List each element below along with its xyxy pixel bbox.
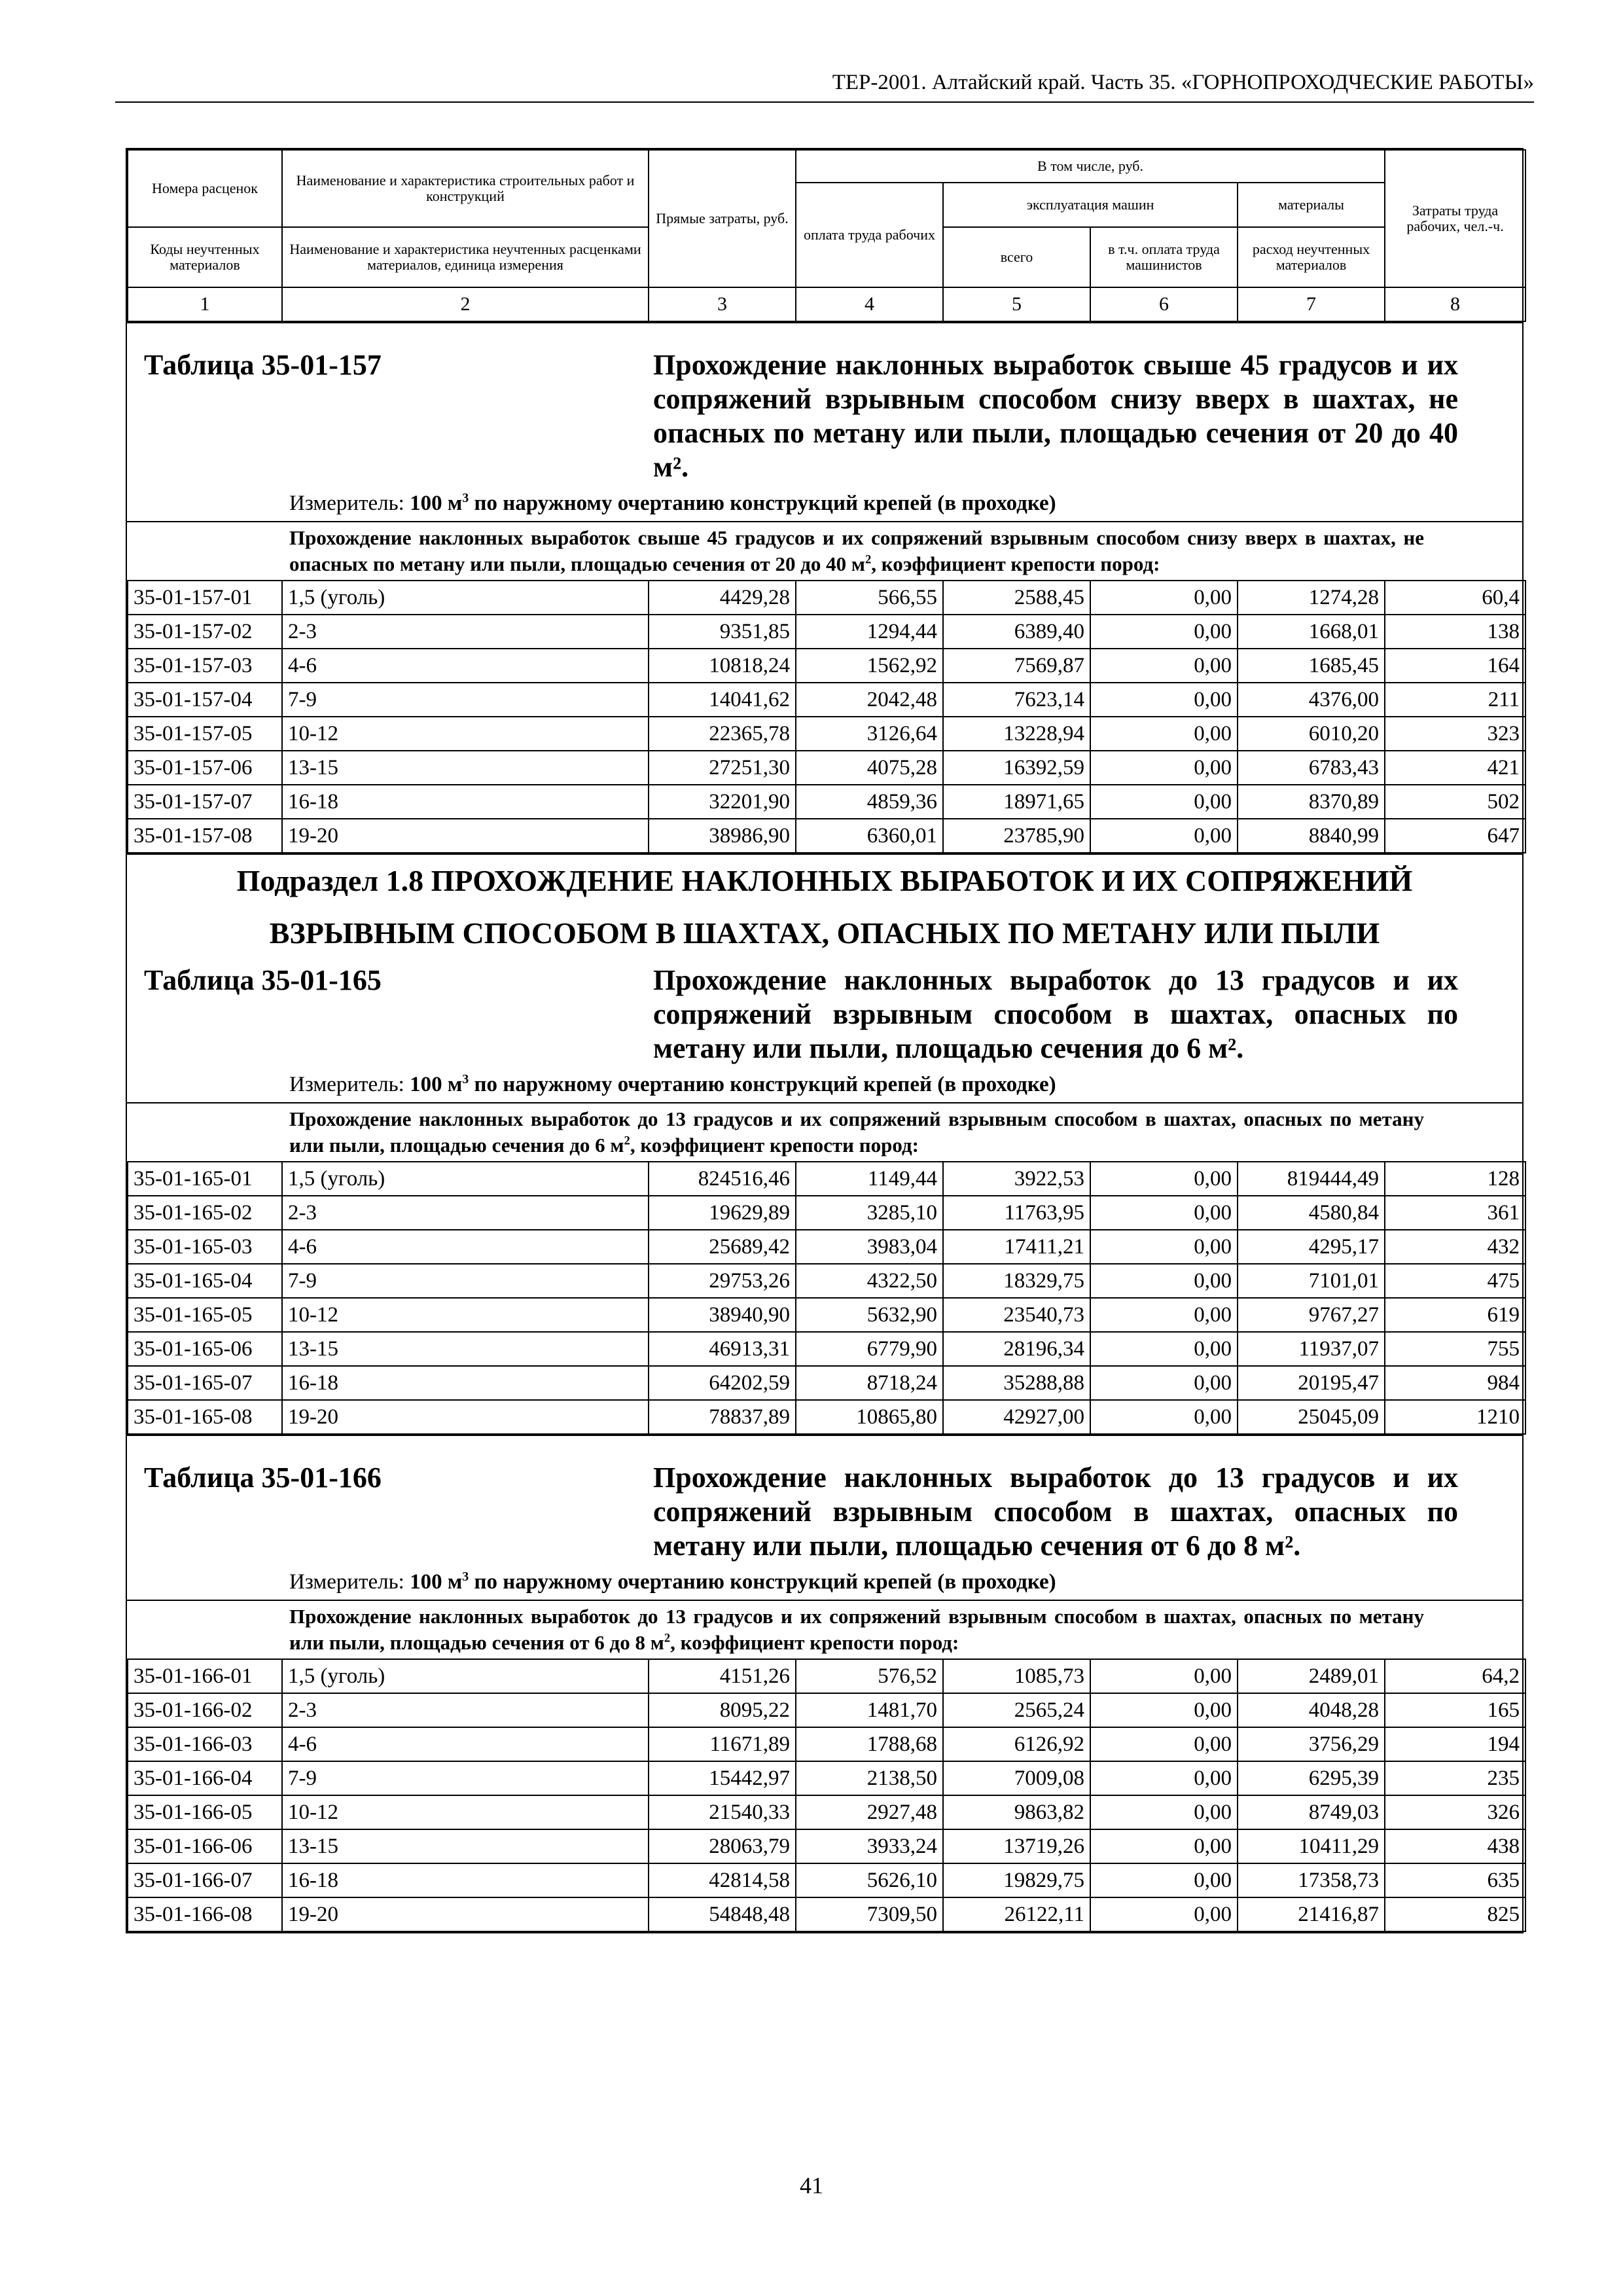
rock-hardness: 7-9 [282, 1761, 649, 1795]
rock-hardness: 7-9 [282, 1264, 649, 1298]
direct-costs: 15442,97 [649, 1761, 796, 1795]
machines-total: 28196,34 [943, 1332, 1090, 1366]
material-usage: 21416,87 [1238, 1897, 1385, 1931]
machines-total: 35288,88 [943, 1366, 1090, 1400]
page-number: 41 [800, 2172, 823, 2198]
rate-code: 35-01-157-05 [128, 717, 282, 751]
machines-total: 17411,21 [943, 1230, 1090, 1264]
machines-total: 16392,59 [943, 751, 1090, 785]
machinist-pay: 0,00 [1090, 1162, 1238, 1196]
machinist-pay: 0,00 [1090, 819, 1238, 853]
labor-hours: 984 [1385, 1366, 1525, 1400]
measure-prefix: Измеритель: [289, 1570, 404, 1594]
rate-code: 35-01-166-06 [128, 1829, 282, 1863]
labor-hours: 323 [1385, 717, 1525, 751]
col-num: 5 [943, 287, 1090, 321]
measure-unit-sup: 3 [462, 1072, 469, 1086]
col-header-machines: эксплуатация машин [943, 183, 1238, 227]
machines-total: 26122,11 [943, 1897, 1090, 1931]
rows-t157 [127, 580, 1526, 853]
material-usage: 4580,84 [1238, 1196, 1385, 1230]
material-usage: 10411,29 [1238, 1829, 1385, 1863]
table-row [128, 683, 1525, 717]
rock-hardness: 13-15 [282, 751, 649, 785]
col-header-material-usage: расход неучтенных материалов [1238, 227, 1385, 287]
rate-code: 35-01-157-01 [128, 581, 282, 615]
labor-hours: 235 [1385, 1761, 1525, 1795]
worker-pay: 7309,50 [796, 1897, 943, 1931]
rock-hardness: 10-12 [282, 717, 649, 751]
rate-code: 35-01-157-06 [128, 751, 282, 785]
col-num: 3 [649, 287, 796, 321]
rock-hardness: 16-18 [282, 1366, 649, 1400]
rate-code: 35-01-165-03 [128, 1230, 282, 1264]
machines-total: 1085,73 [943, 1659, 1090, 1693]
machinist-pay: 0,00 [1090, 1761, 1238, 1795]
rock-hardness: 19-20 [282, 1897, 649, 1931]
worker-pay: 4075,28 [796, 751, 943, 785]
measure-unit [127, 1066, 1522, 1102]
section-t157 [127, 322, 1522, 580]
col-header-machines-total: всего [943, 227, 1090, 287]
material-usage: 6010,20 [1238, 717, 1385, 751]
table-name: Прохождение наклонных выработок до 13 градусов и их сопряжений взрывным способом в шахтах, опасных по метану или пыли, площадью сечения от 6 до 8 м². [653, 1462, 1458, 1562]
direct-costs: 46913,31 [649, 1332, 796, 1366]
rock-hardness: 7-9 [282, 683, 649, 717]
direct-costs: 29753,26 [649, 1264, 796, 1298]
material-usage: 20195,47 [1238, 1366, 1385, 1400]
col-header-name-top: Наименование и характеристика строительных работ и конструкций [282, 150, 649, 227]
labor-hours: 619 [1385, 1298, 1525, 1332]
worker-pay: 2042,48 [796, 683, 943, 717]
measure-unit-value: 100 м [410, 1073, 463, 1096]
machines-total: 13719,26 [943, 1829, 1090, 1863]
labor-hours: 138 [1385, 615, 1525, 649]
rate-code: 35-01-165-08 [128, 1400, 282, 1434]
desc-text: Прохождение наклонных выработок свыше 45 градусов и их сопряжений взрывным способом снизу вверх в шахтах, не опасных по метану или пыли, площадью сечения от 20 до 40 м [289, 526, 1424, 575]
col-num: 8 [1385, 287, 1525, 321]
material-usage: 7101,01 [1238, 1264, 1385, 1298]
table-row [128, 1727, 1525, 1761]
work-description [127, 1600, 1522, 1659]
rate-code: 35-01-157-03 [128, 649, 282, 683]
rock-hardness: 13-15 [282, 1332, 649, 1366]
rate-code: 35-01-166-03 [128, 1727, 282, 1761]
desc-text-end: , коэффициент крепости пород: [670, 1631, 959, 1654]
rock-hardness: 19-20 [282, 819, 649, 853]
labor-hours: 128 [1385, 1162, 1525, 1196]
material-usage: 8840,99 [1238, 819, 1385, 853]
direct-costs: 11671,89 [649, 1727, 796, 1761]
machinist-pay: 0,00 [1090, 649, 1238, 683]
measure-unit-value: 100 м [410, 1570, 463, 1594]
rate-code: 35-01-165-04 [128, 1264, 282, 1298]
rows-t166 [127, 1659, 1526, 1932]
direct-costs: 27251,30 [649, 751, 796, 785]
machinist-pay: 0,00 [1090, 717, 1238, 751]
rock-hardness: 1,5 (уголь) [282, 1162, 649, 1196]
rock-hardness: 4-6 [282, 1727, 649, 1761]
worker-pay: 3126,64 [796, 717, 943, 751]
col-num: 4 [796, 287, 943, 321]
labor-hours: 361 [1385, 1196, 1525, 1230]
direct-costs: 22365,78 [649, 717, 796, 751]
labor-hours: 165 [1385, 1693, 1525, 1727]
material-usage: 25045,09 [1238, 1400, 1385, 1434]
table-name: Прохождение наклонных выработок свыше 45 градусов и их сопряжений взрывным способом снизу вверх в шахтах, не опасных по метану или пыли, площадью сечения от 20 до 40 м². [653, 349, 1458, 483]
direct-costs: 8095,22 [649, 1693, 796, 1727]
table-id: Таблица 35-01-165 [144, 964, 382, 996]
rock-hardness: 1,5 (уголь) [282, 1659, 649, 1693]
worker-pay: 4859,36 [796, 785, 943, 819]
table-row [128, 1693, 1525, 1727]
material-usage: 9767,27 [1238, 1298, 1385, 1332]
machinist-pay: 0,00 [1090, 1659, 1238, 1693]
direct-costs: 54848,48 [649, 1897, 796, 1931]
rate-code: 35-01-165-06 [128, 1332, 282, 1366]
measure-prefix: Измеритель: [289, 492, 404, 515]
labor-hours: 502 [1385, 785, 1525, 819]
col-header-materials: материалы [1238, 183, 1385, 227]
machines-total: 6389,40 [943, 615, 1090, 649]
machinist-pay: 0,00 [1090, 683, 1238, 717]
table-name: Прохождение наклонных выработок до 13 градусов и их сопряжений взрывным способом в шахтах, опасных по метану или пыли, площадью сечения до 6 м². [653, 964, 1458, 1064]
direct-costs: 14041,62 [649, 683, 796, 717]
labor-hours: 438 [1385, 1829, 1525, 1863]
desc-sup: 2 [624, 1134, 630, 1148]
measure-unit [127, 484, 1522, 521]
rock-hardness: 10-12 [282, 1298, 649, 1332]
col-header-including: В том числе, руб. [796, 150, 1385, 183]
table-id: Таблица 35-01-157 [144, 349, 382, 381]
table-row [128, 1400, 1525, 1434]
col-num: 2 [282, 287, 649, 321]
worker-pay: 3933,24 [796, 1829, 943, 1863]
rate-code: 35-01-157-08 [128, 819, 282, 853]
measure-unit-sup: 3 [462, 1570, 469, 1584]
col-num: 6 [1090, 287, 1238, 321]
rate-code: 35-01-166-07 [128, 1863, 282, 1897]
subsection-title [127, 853, 1522, 960]
desc-sup: 2 [865, 552, 872, 567]
worker-pay: 1562,92 [796, 649, 943, 683]
worker-pay: 2138,50 [796, 1761, 943, 1795]
rate-code: 35-01-165-05 [128, 1298, 282, 1332]
col-header-direct-costs: Прямые затраты, руб. [649, 150, 796, 287]
material-usage: 2489,01 [1238, 1659, 1385, 1693]
labor-hours: 194 [1385, 1727, 1525, 1761]
direct-costs: 21540,33 [649, 1795, 796, 1829]
machinist-pay: 0,00 [1090, 1795, 1238, 1829]
machines-total: 7569,87 [943, 649, 1090, 683]
machines-total: 7009,08 [943, 1761, 1090, 1795]
machines-total: 3922,53 [943, 1162, 1090, 1196]
table-row [128, 1366, 1525, 1400]
direct-costs: 19629,89 [649, 1196, 796, 1230]
table-row [128, 819, 1525, 853]
labor-hours: 647 [1385, 819, 1525, 853]
labor-hours: 475 [1385, 1264, 1525, 1298]
direct-costs: 38986,90 [649, 819, 796, 853]
measure-unit-sup: 3 [462, 491, 469, 505]
labor-hours: 164 [1385, 649, 1525, 683]
table-row [128, 1298, 1525, 1332]
table-row [128, 1897, 1525, 1931]
rate-code: 35-01-157-07 [128, 785, 282, 819]
labor-hours: 60,4 [1385, 581, 1525, 615]
machinist-pay: 0,00 [1090, 1400, 1238, 1434]
direct-costs: 824516,46 [649, 1162, 796, 1196]
rock-hardness: 2-3 [282, 615, 649, 649]
rate-code: 35-01-165-07 [128, 1366, 282, 1400]
labor-hours: 421 [1385, 751, 1525, 785]
rows-t165 [127, 1161, 1526, 1435]
work-description [127, 521, 1522, 580]
direct-costs: 38940,90 [649, 1298, 796, 1332]
measure-rest: по наружному очертанию конструкций крепей (в проходке) [474, 1570, 1056, 1594]
table-row [128, 581, 1525, 615]
labor-hours: 432 [1385, 1230, 1525, 1264]
labor-hours: 64,2 [1385, 1659, 1525, 1693]
machinist-pay: 0,00 [1090, 1196, 1238, 1230]
rock-hardness: 4-6 [282, 649, 649, 683]
machines-total: 11763,95 [943, 1196, 1090, 1230]
machinist-pay: 0,00 [1090, 1230, 1238, 1264]
measure-prefix: Измеритель: [289, 1073, 404, 1096]
measure-rest: по наружному очертанию конструкций крепей (в проходке) [474, 492, 1056, 515]
rate-code: 35-01-166-05 [128, 1795, 282, 1829]
table-row [128, 1829, 1525, 1863]
worker-pay: 1294,44 [796, 615, 943, 649]
labor-hours: 1210 [1385, 1400, 1525, 1434]
column-header [127, 149, 1526, 322]
material-usage: 8370,89 [1238, 785, 1385, 819]
rock-hardness: 4-6 [282, 1230, 649, 1264]
material-usage: 17358,73 [1238, 1863, 1385, 1897]
desc-text: Прохождение наклонных выработок до 13 градусов и их сопряжений взрывным способом в шахтах, опасных по метану или пыли, площадью сечения от 6 до 8 м [289, 1605, 1424, 1654]
col-header-name-bottom: Наименование и характеристика неучтенных расценками материалов, единица измерения [282, 227, 649, 287]
machines-total: 13228,94 [943, 717, 1090, 751]
table-row [128, 1761, 1525, 1795]
material-usage: 6783,43 [1238, 751, 1385, 785]
rate-code: 35-01-166-08 [128, 1897, 282, 1931]
direct-costs: 4429,28 [649, 581, 796, 615]
material-usage: 4048,28 [1238, 1693, 1385, 1727]
machinist-pay: 0,00 [1090, 751, 1238, 785]
section-t165 [127, 960, 1522, 1161]
labor-hours: 755 [1385, 1332, 1525, 1366]
material-usage: 819444,49 [1238, 1162, 1385, 1196]
machines-total: 2588,45 [943, 581, 1090, 615]
desc-text-end: , коэффициент крепости пород: [871, 552, 1160, 575]
measure-unit [127, 1563, 1522, 1600]
machines-total: 9863,82 [943, 1795, 1090, 1829]
direct-costs: 25689,42 [649, 1230, 796, 1264]
rate-code: 35-01-166-02 [128, 1693, 282, 1727]
work-description [127, 1102, 1522, 1161]
rock-hardness: 2-3 [282, 1196, 649, 1230]
labor-hours: 635 [1385, 1863, 1525, 1897]
material-usage: 4295,17 [1238, 1230, 1385, 1264]
table-row [128, 615, 1525, 649]
col-num: 7 [1238, 287, 1385, 321]
table-row [128, 1162, 1525, 1196]
material-usage: 4376,00 [1238, 683, 1385, 717]
table-row [128, 1196, 1525, 1230]
col-header-codes-top: Номера расценок [128, 150, 282, 227]
machinist-pay: 0,00 [1090, 1264, 1238, 1298]
worker-pay: 1788,68 [796, 1727, 943, 1761]
material-usage: 8749,03 [1238, 1795, 1385, 1829]
machines-total: 19829,75 [943, 1863, 1090, 1897]
rock-hardness: 2-3 [282, 1693, 649, 1727]
material-usage: 6295,39 [1238, 1761, 1385, 1795]
machinist-pay: 0,00 [1090, 581, 1238, 615]
material-usage: 1668,01 [1238, 615, 1385, 649]
direct-costs: 9351,85 [649, 615, 796, 649]
measure-unit-value: 100 м [410, 492, 463, 515]
table-row [128, 785, 1525, 819]
worker-pay: 6360,01 [796, 819, 943, 853]
worker-pay: 566,55 [796, 581, 943, 615]
worker-pay: 5626,10 [796, 1863, 943, 1897]
direct-costs: 32201,90 [649, 785, 796, 819]
machinist-pay: 0,00 [1090, 1332, 1238, 1366]
col-header-machinist-pay: в т.ч. оплата труда машинистов [1090, 227, 1238, 287]
machines-total: 18329,75 [943, 1264, 1090, 1298]
table-row [128, 1264, 1525, 1298]
machinist-pay: 0,00 [1090, 1897, 1238, 1931]
section-t166 [127, 1435, 1522, 1659]
worker-pay: 1149,44 [796, 1162, 943, 1196]
table-row [128, 751, 1525, 785]
col-header-labor-hours: Затраты труда рабочих, чел.-ч. [1385, 150, 1525, 287]
subsection-line2: ВЗРЫВНЫМ СПОСОБОМ В ШАХТАХ, ОПАСНЫХ ПО МЕТАНУ ИЛИ ПЫЛИ [269, 916, 1380, 950]
machines-total: 42927,00 [943, 1400, 1090, 1434]
direct-costs: 28063,79 [649, 1829, 796, 1863]
machinist-pay: 0,00 [1090, 1829, 1238, 1863]
rock-hardness: 13-15 [282, 1829, 649, 1863]
worker-pay: 3285,10 [796, 1196, 943, 1230]
col-header-codes-bottom: Коды неучтенных материалов [128, 227, 282, 287]
worker-pay: 2927,48 [796, 1795, 943, 1829]
worker-pay: 5632,90 [796, 1298, 943, 1332]
machinist-pay: 0,00 [1090, 1693, 1238, 1727]
desc-sup: 2 [664, 1631, 671, 1645]
rock-hardness: 1,5 (уголь) [282, 581, 649, 615]
table-row [128, 1332, 1525, 1366]
labor-hours: 326 [1385, 1795, 1525, 1829]
machines-total: 2565,24 [943, 1693, 1090, 1727]
desc-text: Прохождение наклонных выработок до 13 градусов и их сопряжений взрывным способом в шахтах, опасных по метану или пыли, площадью сечения до 6 м [289, 1107, 1424, 1157]
price-table [126, 148, 1524, 1933]
rock-hardness: 10-12 [282, 1795, 649, 1829]
machines-total: 6126,92 [943, 1727, 1090, 1761]
worker-pay: 8718,24 [796, 1366, 943, 1400]
machinist-pay: 0,00 [1090, 1863, 1238, 1897]
machinist-pay: 0,00 [1090, 1727, 1238, 1761]
rock-hardness: 16-18 [282, 785, 649, 819]
table-row [128, 649, 1525, 683]
direct-costs: 64202,59 [649, 1366, 796, 1400]
rate-code: 35-01-166-01 [128, 1659, 282, 1693]
machinist-pay: 0,00 [1090, 615, 1238, 649]
worker-pay: 10865,80 [796, 1400, 943, 1434]
table-row [128, 1230, 1525, 1264]
measure-rest: по наружному очертанию конструкций крепей (в проходке) [474, 1073, 1056, 1096]
subsection-line1: Подраздел 1.8 ПРОХОЖДЕНИЕ НАКЛОННЫХ ВЫРАБОТОК И ИХ СОПРЯЖЕНИЙ [236, 864, 1413, 897]
rock-hardness: 16-18 [282, 1863, 649, 1897]
worker-pay: 6779,90 [796, 1332, 943, 1366]
col-header-worker-pay: оплата труда рабочих [796, 183, 943, 287]
material-usage: 1685,45 [1238, 649, 1385, 683]
rock-hardness: 19-20 [282, 1400, 649, 1434]
worker-pay: 576,52 [796, 1659, 943, 1693]
machines-total: 23540,73 [943, 1298, 1090, 1332]
rate-code: 35-01-157-02 [128, 615, 282, 649]
machinist-pay: 0,00 [1090, 1298, 1238, 1332]
table-row [128, 717, 1525, 751]
direct-costs: 42814,58 [649, 1863, 796, 1897]
material-usage: 11937,07 [1238, 1332, 1385, 1366]
material-usage: 1274,28 [1238, 581, 1385, 615]
direct-costs: 10818,24 [649, 649, 796, 683]
rate-code: 35-01-157-04 [128, 683, 282, 717]
machinist-pay: 0,00 [1090, 785, 1238, 819]
running-header: ТЕР-2001. Алтайский край. Часть 35. «ГОРНОПРОХОДЧЕСКИЕ РАБОТЫ» [115, 71, 1534, 103]
table-row [128, 1795, 1525, 1829]
rate-code: 35-01-165-01 [128, 1162, 282, 1196]
machines-total: 7623,14 [943, 683, 1090, 717]
rate-code: 35-01-166-04 [128, 1761, 282, 1795]
direct-costs: 78837,89 [649, 1400, 796, 1434]
table-id: Таблица 35-01-166 [144, 1462, 382, 1494]
labor-hours: 825 [1385, 1897, 1525, 1931]
machinist-pay: 0,00 [1090, 1366, 1238, 1400]
desc-text-end: , коэффициент крепости пород: [630, 1134, 919, 1157]
table-row [128, 1863, 1525, 1897]
machines-total: 23785,90 [943, 819, 1090, 853]
machines-total: 18971,65 [943, 785, 1090, 819]
material-usage: 3756,29 [1238, 1727, 1385, 1761]
rate-code: 35-01-165-02 [128, 1196, 282, 1230]
table-row [128, 1659, 1525, 1693]
worker-pay: 1481,70 [796, 1693, 943, 1727]
labor-hours: 211 [1385, 683, 1525, 717]
direct-costs: 4151,26 [649, 1659, 796, 1693]
worker-pay: 3983,04 [796, 1230, 943, 1264]
col-num: 1 [128, 287, 282, 321]
worker-pay: 4322,50 [796, 1264, 943, 1298]
